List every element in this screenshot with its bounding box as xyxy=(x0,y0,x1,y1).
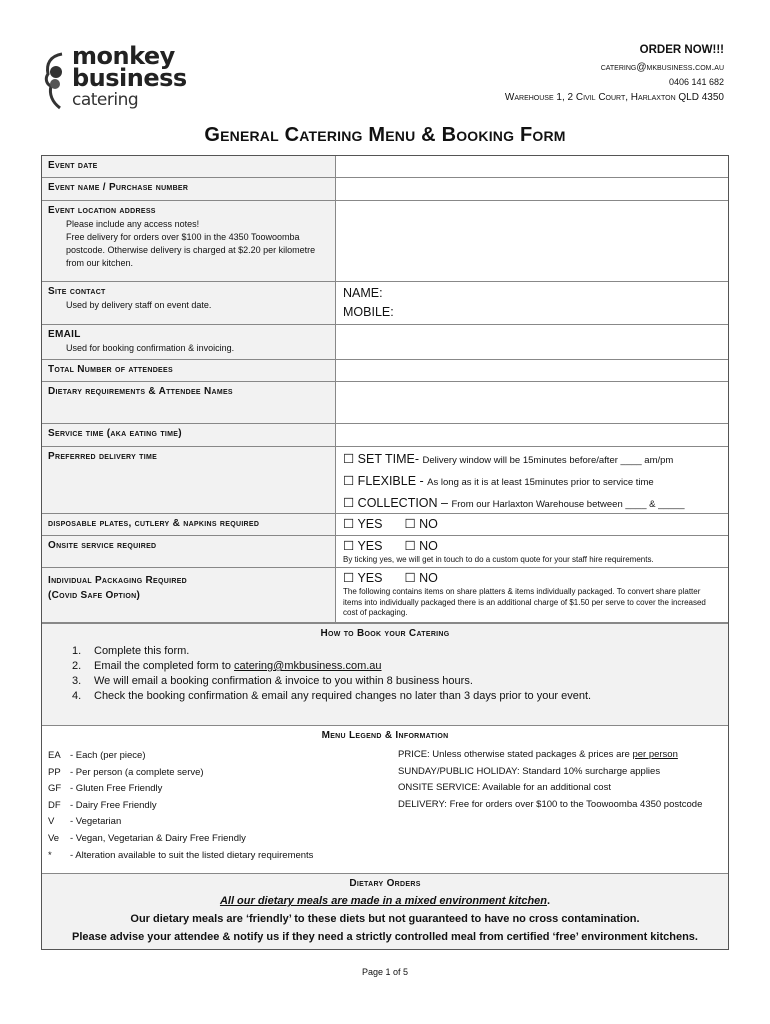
dietary-label: Dietary requirements & Attendee Names xyxy=(48,386,233,397)
legend-item: PP - Per person (a complete serve) xyxy=(48,766,204,778)
total-attendees-field[interactable] xyxy=(336,360,728,381)
legend-item: * - Alteration available to suit the listed dietary requirements xyxy=(48,849,314,861)
total-attendees-label: Total Number of attendees xyxy=(48,364,173,375)
dietary-field[interactable] xyxy=(336,382,728,423)
flexible-option[interactable] xyxy=(343,471,721,493)
flexible-note: As long as it is at least 15minutes prior to service time xyxy=(427,477,654,488)
preferred-delivery-label: Preferred delivery time xyxy=(48,451,158,462)
list-item: 4. Check the booking confirmation & email any required changes no later than 3 days prior to your event. xyxy=(72,690,592,702)
packaging-no-checkbox[interactable]: ☐ NO xyxy=(404,571,438,585)
dietary-orders-line-2: Our dietary meals are ‘friendly’ to these diets but not guaranteed to have no cross contamination. xyxy=(130,913,640,925)
legend-sunday-info: SUNDAY/PUBLIC HOLIDAY: Standard 10% surcharge applies xyxy=(398,765,661,777)
page-title: General Catering Menu & Booking Form xyxy=(204,124,566,146)
service-time-field[interactable] xyxy=(336,424,728,446)
dietary-orders-heading: Dietary Orders xyxy=(349,878,421,889)
event-date-field[interactable] xyxy=(336,156,728,177)
set-time-note: Delivery window will be 15minutes before/after ____ am/pm xyxy=(422,455,674,466)
event-location-note-2: Free delivery for orders over $100 in the 4350 Toowoomba postcode. Otherwise delivery is charged at $2.20 per kilometre from our kitchen. xyxy=(66,232,316,268)
packaging-yes-checkbox[interactable]: ☐ YES xyxy=(343,571,383,585)
row-event-name xyxy=(42,178,728,201)
email-field[interactable] xyxy=(336,325,728,359)
contact-address: Warehouse 1, 2 Civil Court, Harlaxton QLD 4350 xyxy=(504,92,724,103)
row-event-date xyxy=(42,156,728,178)
onsite-yes-checkbox[interactable]: ☐ YES xyxy=(343,539,383,553)
onsite-note: By ticking yes, we will get in touch to do a custom quote for your staff hire requirements. xyxy=(343,555,654,564)
email-label: EMAIL xyxy=(48,329,81,340)
logo-line-3: catering xyxy=(72,90,139,110)
booking-email-link[interactable]: catering@mkbusiness.com.au xyxy=(234,660,382,672)
event-name-field[interactable] xyxy=(336,178,728,200)
dietary-orders-line-1: All our dietary meals are made in a mixed environment kitchen xyxy=(219,895,547,907)
email-note: Used for booking confirmation & invoicing. xyxy=(66,343,235,353)
disposable-label: disposable plates, cutlery & napkins required xyxy=(48,518,260,529)
booking-form xyxy=(41,155,729,950)
list-item: 3. We will email a booking confirmation & invoice to you within 8 business hours. xyxy=(72,675,473,687)
page-number: Page 1 of 5 xyxy=(361,967,409,977)
row-preferred-delivery xyxy=(42,447,728,514)
row-onsite xyxy=(42,536,728,568)
onsite-no-checkbox[interactable]: ☐ NO xyxy=(404,539,438,553)
packaging-note: The following contains items on share platters & items individually packaged. To convert share platter items into individually packaged there is an additional charge of $1.50 per serve to cover the increased cost of packaging. xyxy=(343,587,706,617)
disposable-yes-checkbox[interactable]: ☐ YES xyxy=(343,517,383,531)
packaging-label: Individual Packaging Required xyxy=(48,575,188,586)
row-email xyxy=(42,325,728,360)
set-time-option[interactable] xyxy=(343,449,721,471)
event-location-label: Event location address xyxy=(48,205,156,216)
legend-item: GF - Gluten Free Friendly xyxy=(48,783,163,795)
event-name-label: Event name / Purchase number xyxy=(48,182,189,193)
logo-line-2: business xyxy=(72,64,187,92)
how-to-book-section xyxy=(42,623,728,725)
legend-item: V - Vegetarian xyxy=(48,816,122,828)
logo-line-1: monkey xyxy=(72,42,175,70)
row-dietary xyxy=(42,382,728,424)
event-date-label: Event date xyxy=(48,160,98,171)
site-contact-mobile-field[interactable]: MOBILE: xyxy=(343,305,394,319)
collection-option[interactable] xyxy=(343,493,721,515)
flexible-checkbox-label: ☐ FLEXIBLE - xyxy=(343,474,424,488)
row-service-time xyxy=(42,424,728,447)
event-location-field[interactable] xyxy=(336,201,728,281)
legend-item: Ve - Vegan, Vegetarian & Dairy Free Friendly xyxy=(48,832,246,844)
row-packaging xyxy=(42,568,728,623)
collection-checkbox-label: ☐ COLLECTION – xyxy=(343,496,448,510)
legend-price-info: PRICE: Unless otherwise stated packages & prices are per person xyxy=(398,749,678,760)
how-to-book-steps xyxy=(42,642,728,710)
dietary-orders-section: Dietary Orders All our dietary meals are made in a mixed environment kitchen. Our dietary meals are ‘friendly’ to these diets but not guaranteed to have no cross contamination. Please advise your attendee & notify us if they need a strictly controlled meal from certified ‘free’ environment kitchens. xyxy=(42,873,728,949)
onsite-label: Onsite service required xyxy=(48,540,157,551)
service-time-label: Service time (aka eating time) xyxy=(48,428,182,439)
company-logo xyxy=(42,42,192,116)
menu-legend-section xyxy=(42,725,728,873)
site-contact-label: Site contact xyxy=(48,286,106,297)
monkey-logo-icon xyxy=(42,50,70,112)
list-item: 2. Email the completed form to catering@mkbusiness.com.au xyxy=(72,660,382,672)
contact-email[interactable]: catering@mkbusiness.com.au xyxy=(600,62,724,73)
legend-item: DF - Dairy Free Friendly xyxy=(48,799,157,811)
site-contact-name-field[interactable]: NAME: xyxy=(343,286,383,300)
row-event-location xyxy=(42,201,728,282)
dietary-orders-line-3: Please advise your attendee & notify us if they need a strictly controlled meal from certified ‘free’ environment kitchens. xyxy=(72,931,698,943)
legend-delivery-info: DELIVERY: Free for orders over $100 to the Toowoomba 4350 postcode xyxy=(398,798,703,810)
collection-note: From our Harlaxton Warehouse between ____ & _____ xyxy=(451,499,685,510)
list-item: 1. Complete this form. xyxy=(72,645,190,657)
site-contact-note: Used by delivery staff on event date. xyxy=(66,300,212,310)
event-location-note-1: Please include any access notes! xyxy=(66,219,200,229)
row-site-contact xyxy=(42,282,728,325)
legend-codes xyxy=(48,748,398,864)
row-total-attendees xyxy=(42,360,728,382)
disposable-no-checkbox[interactable]: ☐ NO xyxy=(404,517,438,531)
contact-block xyxy=(505,44,724,105)
packaging-covid-label: (Covid Safe Option) xyxy=(48,590,141,601)
menu-legend-heading: Menu Legend & Information xyxy=(321,730,449,741)
legend-item: EA - Each (per piece) xyxy=(48,750,146,761)
contact-phone: 0406 141 682 xyxy=(668,77,724,87)
legend-onsite-info: ONSITE SERVICE: Available for an additional cost xyxy=(398,782,611,793)
how-to-book-heading: How to Book your Catering xyxy=(320,628,450,639)
order-now-heading: ORDER NOW!!! xyxy=(639,44,724,56)
legend-info xyxy=(398,748,722,864)
set-time-checkbox-label: ☐ SET TIME- xyxy=(343,452,420,466)
row-disposable xyxy=(42,514,728,536)
